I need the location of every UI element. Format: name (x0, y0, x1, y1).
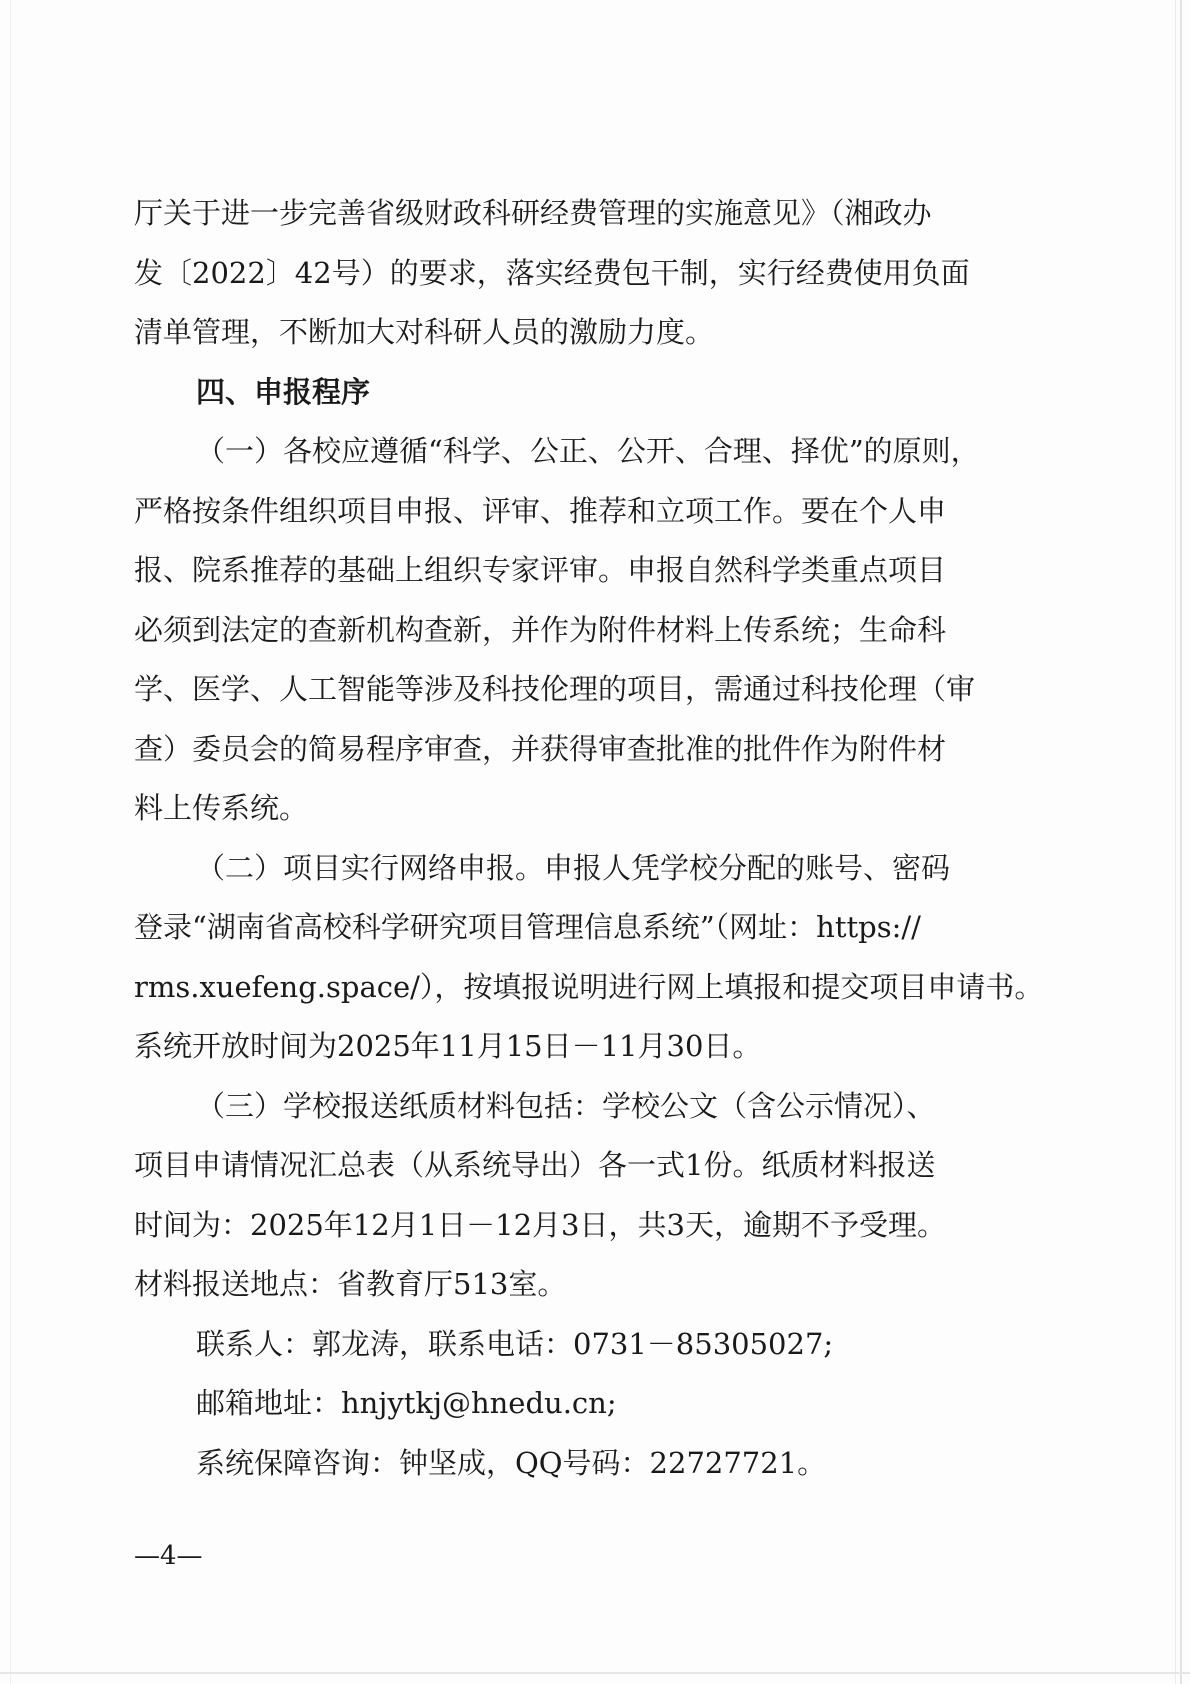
text-line: 时间为：2025年12月1日－12月3日，共3天，逾期不予受理。 (134, 1207, 946, 1242)
text-line: 学、医学、人工智能等涉及科技伦理的项目，需通过科技伦理（审 (134, 672, 976, 706)
contact-email: 邮箱地址：hnjytkj@hnedu.cn; (196, 1386, 617, 1420)
text-line: 登录“湖南省高校科学研究项目管理信息系统”（网址：https:// (134, 910, 921, 944)
scan-edge-bottom (0, 1672, 1190, 1674)
text-line: 系统开放时间为2025年11月15日－11月30日。 (134, 1029, 762, 1063)
text-line: 料上传系统。 (134, 791, 309, 825)
text-line: （一）各校应遵循“科学、公正、公开、合理、择优”的原则， (196, 434, 980, 468)
text-line: 必须到法定的查新机构查新，并作为附件材料上传系统；生命科 (134, 612, 947, 647)
text-line: 清单管理，不断加大对科研人员的激励力度。 (134, 315, 715, 349)
scan-edge-left (10, 0, 11, 1684)
scan-edge-right-inner (1175, 0, 1176, 1684)
text-line: 材料报送地点：省教育厅513室。 (134, 1267, 567, 1301)
section-heading: 四、申报程序 (196, 374, 371, 409)
text-line: rms.xuefeng.space/），按填报说明进行网上填报和提交项目申请书。 (134, 969, 1044, 1004)
text-line: 项目申请情况汇总表（从系统导出）各一式1份。纸质材料报送 (134, 1148, 936, 1182)
text-line: 严格按条件组织项目申报、评审、推荐和立项工作。要在个人申 (134, 493, 947, 528)
text-line: 报、院系推荐的基础上组织专家评审。申报自然科学类重点项目 (134, 553, 947, 587)
document-body (134, 184, 1048, 1493)
contact-person: 联系人：郭龙涛，联系电话：0731－85305027; (196, 1326, 834, 1361)
scan-edge-right (1180, 0, 1182, 1684)
text-line: 发〔2022〕42号）的要求，落实经费包干制，实行经费使用负面 (134, 255, 970, 290)
text-line: （二）项目实行网络申报。申报人凭学校分配的账号、密码 (196, 850, 951, 885)
text-line: 厅关于进一步完善省级财政科研经费管理的实施意见》（湘政办 (134, 196, 932, 230)
contact-support: 系统保障咨询：钟坚成，QQ号码：22727721。 (196, 1445, 827, 1480)
text-line: 查）委员会的简易程序审查，并获得审查批准的批件作为附件材 (134, 731, 947, 766)
page-number: —4— (134, 1541, 203, 1571)
text-line: （三）学校报送纸质材料包括：学校公文（含公示情况）、 (196, 1088, 936, 1123)
